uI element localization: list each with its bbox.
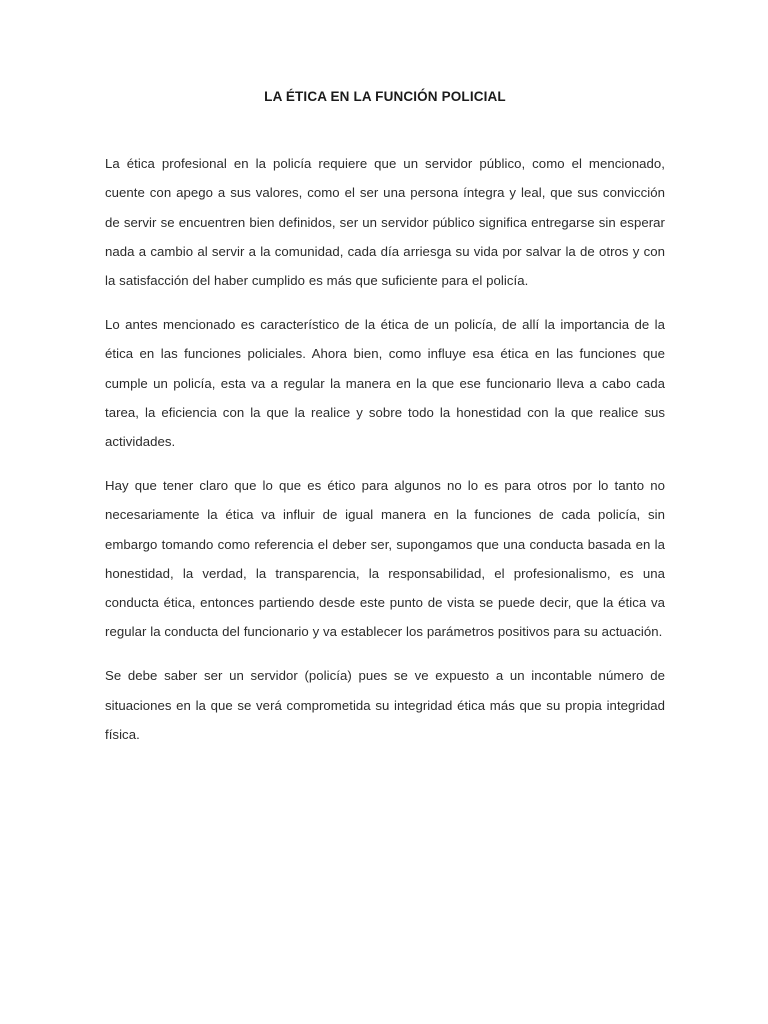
document-body [105,0,665,749]
paragraph-1: La ética profesional en la policía requiere que un servidor público, como el mencionado, cuente con apego a sus valores, como el ser una persona íntegra y leal, que sus convicción de servir se encuentren bien definidos, ser un servidor público significa entregarse sin esperar nada a cambio al servir a la comunidad, cada día arriesga su vida por salvar la de otros y con la satisfacción del haber cumplido es más que suficiente para el policía. [105,156,665,288]
paragraph-3: Hay que tener claro que lo que es ético para algunos no lo es para otros por lo tanto no necesariamente la ética va influir de igual manera en la funciones de cada policía, sin embargo tomando como referencia el deber ser, supongamos que una conducta basada en la honestidad, la verdad, la transparencia, la responsabilidad, el profesionalismo, es una conducta ética, entonces partiendo desde este punto de vista se puede decir, que la ética va regular la conducta del funcionario y va establecer los parámetros positivos para su actuación. [105,478,665,640]
paragraph-2: Lo antes mencionado es característico de la ética de un policía, de allí la importancia de la ética en las funciones policiales. Ahora bien, como influye esa ética en las funciones que cumple un policía, esta va a regular la manera en la que ese funcionario lleva a cabo cada tarea, la eficiencia con la que la realice y sobre todo la honestidad con la que realice sus actividades. [105,317,665,450]
page-title: LA ÉTICA EN LA FUNCIÓN POLICIAL [264,89,506,104]
paragraph-list [105,149,665,749]
paragraph-4: Se debe saber ser un servidor (policía) pues se ve expuesto a un incontable número de situaciones en la que se verá comprometida su integridad ética más que su propia integridad física. [105,668,665,742]
